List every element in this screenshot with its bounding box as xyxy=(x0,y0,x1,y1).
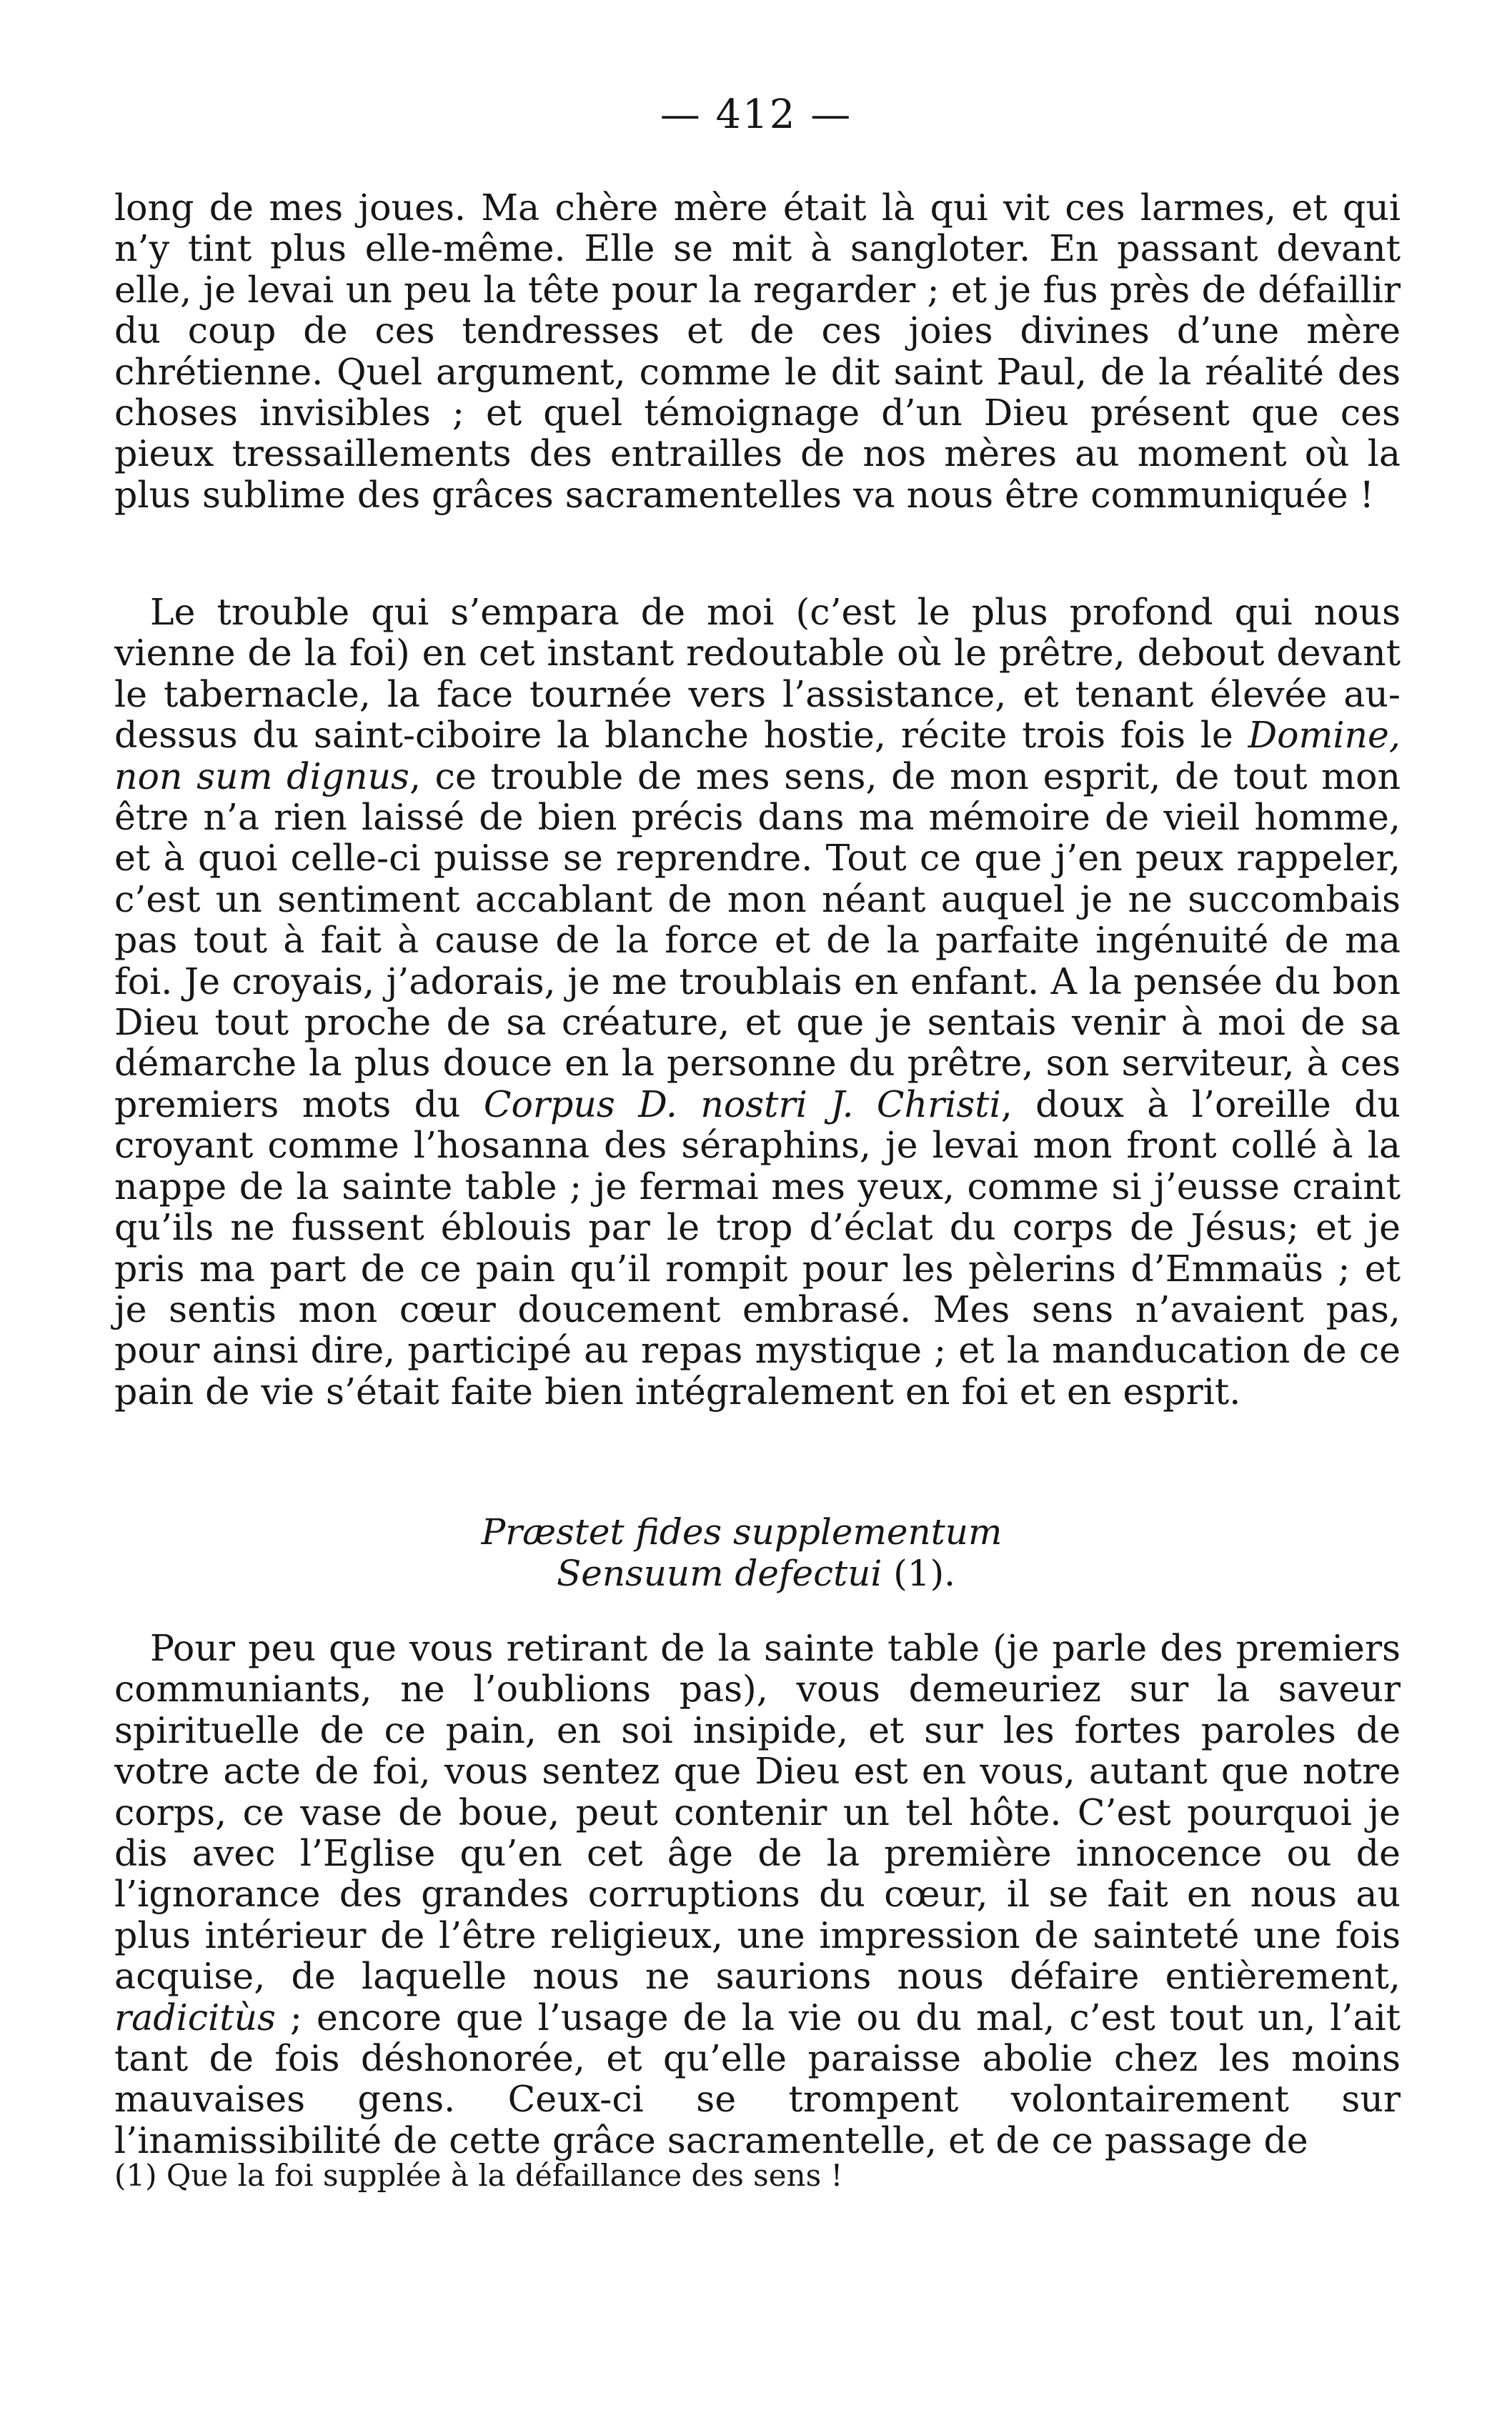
footnote: (1) Que la foi supplée à la défaillance des sens ! xyxy=(114,2158,843,2193)
paragraph-text: long de mes joues. Ma chère mère était là qui vit ces larmes, et qui n’y tint plus elle-même. Elle se mit à sangloter. En passant devant elle, je levai un peu la tête pour la regarder ; et je fus près de défaillir du coup de ces tendresses et de ces joies divines d’une mère chrétienne. Quel argument, comme le dit saint Paul, de la réalité des choses invisibles ; et quel témoignage d’un Dieu présent que ces pieux tressaillements des entrailles de nos mères au moment où la plus sublime des grâces sacramentelles va nous être communiquée ! xyxy=(114,186,1401,516)
footnote-reference: (1). xyxy=(882,1553,956,1594)
epigraph-text: Sensuum defectui xyxy=(556,1553,882,1594)
paragraph-trouble xyxy=(114,592,1401,1412)
latin-quote: Corpus D. nostri J. Christi xyxy=(483,1083,1001,1125)
latin-word: radicitùs xyxy=(114,1996,276,2039)
paragraph-text: Le trouble qui s’empara de moi (c’est le plus profond qui nous vienne de la foi) en cet instant redoutable où le prêtre, debout devant le tabernacle, la face tournée vers l’assistance, et tenant élevée au-dessus du saint-ciboire la blanche hostie, récite trois fois le xyxy=(114,591,1401,757)
paragraph-text: Pour peu que vous retirant de la sainte table (je parle des premiers communiants, ne l’oublions pas), vous demeuriez sur la saveur spirituelle de ce pain, en soi insipide, et sur les fortes paroles de votre acte de foi, vous sentez que Dieu est en vous, autant que notre corps, ce vase de boue, peut contenir un tel hôte. C’est pourquoi je dis avec l’Eglise qu’en cet âge de la première innocence ou de l’ignorance des grandes corruptions du cœur, il se fait en nous au plus intérieur de l’être religieux, une impression de sainteté une fois acquise, de laquelle nous ne saurions nous défaire entièrement, xyxy=(114,1627,1401,1998)
epigraph-line: Præstet fides supplementum xyxy=(481,1511,1003,1553)
paragraph-text: , ce trouble de mes sens, de mon esprit, de tout mon être n’a rien laissé de bien précis dans ma mémoire de vieil homme, et à quoi celle-ci puisse se reprendre. Tout ce que j’en peux rappeler, c’est un sentiment accablant de mon néant auquel je ne succombais pas tout à fait à cause de la force et de la parfaite ingénuité de ma foi. Je croyais, j’adorais, je me troublais en enfant. A la pensée du bon Dieu tout proche de sa créature, et que je sentais venir à moi de sa démarche la plus douce en la personne du prêtre, son serviteur, à ces premiers mots du xyxy=(114,755,1401,1125)
latin-epigraph xyxy=(0,1511,1512,1594)
paragraph-communion xyxy=(114,1628,1401,2161)
page-number: — 412 — xyxy=(660,91,852,138)
paragraph-text: ; encore que l’usage de la vie ou du mal, c’est tout un, l’ait tant de fois déshonorée, et qu’elle paraisse abolie chez les moins mauvaises gens. Ceux-ci se trompent volontairement sur l’inamissibilité de cette grâce sacramentelle, et de ce passage de xyxy=(114,1996,1401,2161)
epigraph-line xyxy=(0,1553,1512,1594)
paragraph-continuation xyxy=(114,187,1401,515)
paragraph-text: , doux à l’oreille du croyant comme l’hosanna des séraphins, je levai mon front collé à la nappe de la sainte table ; je fermai mes yeux, comme si j’eusse craint qu’ils ne fussent éblouis par le trop d’éclat du corps de Jésus; et je pris ma part de ce pain qu’il rompit pour les pèlerins d’Emmaüs ; et je sentis mon cœur doucement embrasé. Mes sens n’avaient pas, pour ainsi dire, participé au repas mystique ; et la manducation de ce pain de vie s’était faite bien intégralement en foi et en esprit. xyxy=(114,1083,1401,1413)
latin-quote: Domine, non sum dignus xyxy=(114,714,1401,797)
